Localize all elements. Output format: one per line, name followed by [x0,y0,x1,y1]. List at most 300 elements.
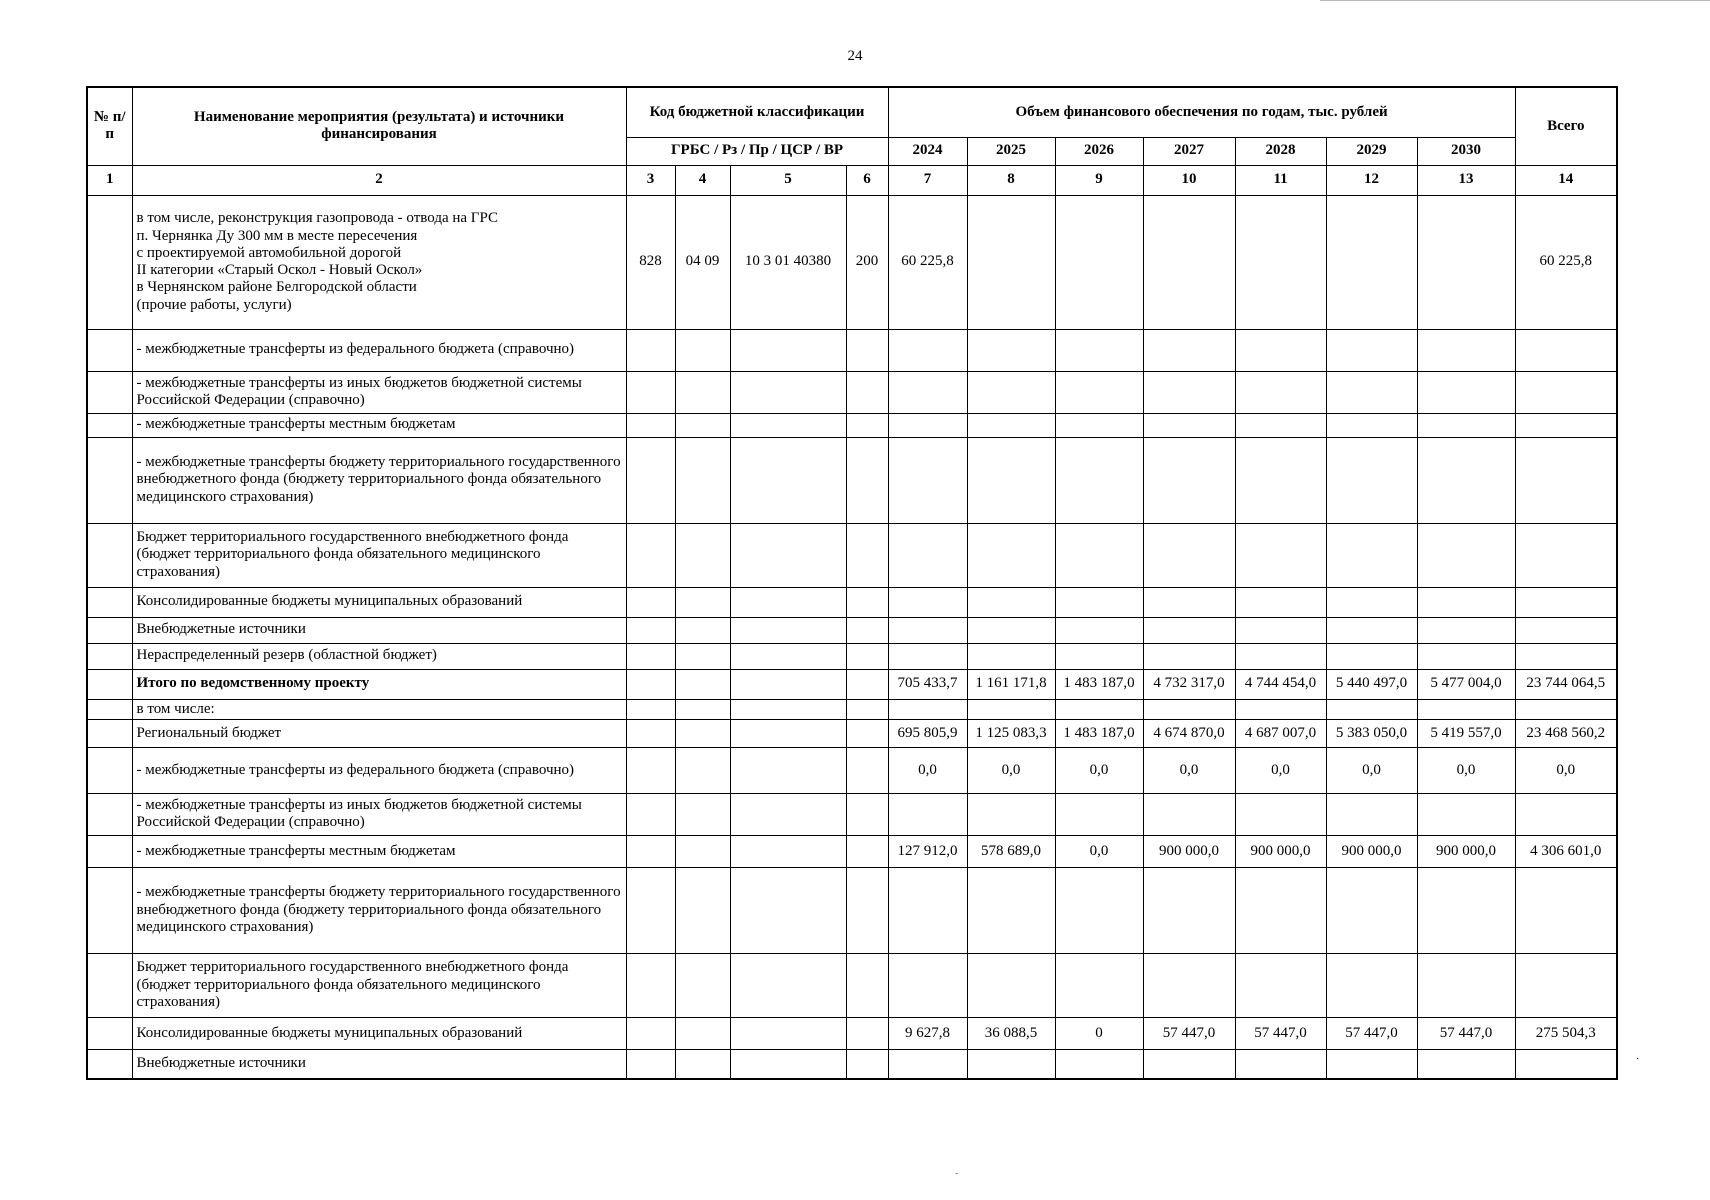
header-year: 2030 [1417,137,1515,165]
row-total: 60 225,8 [1515,195,1617,329]
vr-code [846,699,888,719]
table-row [87,329,1617,371]
table-row [87,523,1617,587]
value-2024 [888,617,967,643]
grbs-code [626,953,675,1017]
row-name: Внебюджетные источники [132,1049,626,1079]
value-2025: 0,0 [967,747,1055,793]
vr-code [846,669,888,699]
value-2030 [1417,617,1515,643]
row-number [87,1049,132,1079]
row-number [87,719,132,747]
value-2027 [1143,643,1235,669]
table-row [87,669,1617,699]
scan-mark: · [1636,1054,1640,1065]
header-year: 2028 [1235,137,1326,165]
value-2028 [1235,587,1326,617]
column-index: 12 [1326,165,1417,195]
grbs-code [626,1017,675,1049]
value-2029: 0,0 [1326,747,1417,793]
value-2027 [1143,587,1235,617]
value-2026: 0,0 [1055,747,1143,793]
value-2024: 9 627,8 [888,1017,967,1049]
csr-code [730,835,846,867]
rzpr-code [675,699,730,719]
grbs-code [626,523,675,587]
row-name: - межбюджетные трансферты из иных бюджетов бюджетной системы Российской Федерации (справочно) [132,793,626,835]
table-row [87,793,1617,835]
rzpr-code [675,719,730,747]
row-total: 23 468 560,2 [1515,719,1617,747]
rzpr-code [675,643,730,669]
vr-code [846,413,888,437]
table-row [87,719,1617,747]
value-2025 [967,437,1055,523]
row-total [1515,643,1617,669]
vr-code [846,793,888,835]
rzpr-code [675,329,730,371]
value-2028: 900 000,0 [1235,835,1326,867]
value-2027 [1143,329,1235,371]
value-2027 [1143,195,1235,329]
value-2025 [967,329,1055,371]
vr-code [846,437,888,523]
value-2026 [1055,953,1143,1017]
value-2025 [967,195,1055,329]
value-2024 [888,587,967,617]
table-row [87,413,1617,437]
value-2025 [967,793,1055,835]
value-2026 [1055,329,1143,371]
value-2024 [888,329,967,371]
row-name: - межбюджетные трансферты из иных бюджетов бюджетной системы Российской Федерации (справочно) [132,371,626,413]
value-2029 [1326,195,1417,329]
value-2024 [888,953,967,1017]
row-name: в том числе: [132,699,626,719]
row-name: Нераспределенный резерв (областной бюджет) [132,643,626,669]
rzpr-code [675,587,730,617]
value-2029 [1326,413,1417,437]
value-2030 [1417,793,1515,835]
column-index-row [87,165,1617,195]
vr-code [846,371,888,413]
value-2029 [1326,617,1417,643]
value-2030: 900 000,0 [1417,835,1515,867]
value-2030: 5 477 004,0 [1417,669,1515,699]
rzpr-code [675,523,730,587]
rzpr-code [675,953,730,1017]
value-2027: 0,0 [1143,747,1235,793]
csr-code [730,413,846,437]
column-index: 3 [626,165,675,195]
value-2027 [1143,523,1235,587]
csr-code [730,793,846,835]
value-2024 [888,643,967,669]
value-2029 [1326,793,1417,835]
value-2024 [888,793,967,835]
value-2024 [888,699,967,719]
grbs-code [626,747,675,793]
header-year: 2027 [1143,137,1235,165]
vr-code [846,867,888,953]
page-number: 24 [847,48,863,64]
value-2027 [1143,867,1235,953]
value-2026 [1055,867,1143,953]
row-total: 23 744 064,5 [1515,669,1617,699]
row-name: - межбюджетные трансферты бюджету территориального государственного внебюджетного фонда (бюджету территориального фонда обязательного медицинского страхования) [132,867,626,953]
row-number [87,413,132,437]
value-2027: 900 000,0 [1143,835,1235,867]
grbs-code [626,699,675,719]
header-code-sub: ГРБС / Рз / Пр / ЦСР / ВР [626,137,888,165]
table-row [87,699,1617,719]
row-total [1515,953,1617,1017]
value-2024: 0,0 [888,747,967,793]
value-2024: 705 433,7 [888,669,967,699]
row-number [87,329,132,371]
row-total [1515,329,1617,371]
rzpr-code [675,371,730,413]
value-2025: 36 088,5 [967,1017,1055,1049]
rzpr-code [675,437,730,523]
csr-code [730,617,846,643]
grbs-code [626,413,675,437]
value-2028 [1235,793,1326,835]
value-2028 [1235,617,1326,643]
rzpr-code [675,747,730,793]
row-number [87,669,132,699]
value-2028: 0,0 [1235,747,1326,793]
value-2026 [1055,195,1143,329]
value-2030 [1417,953,1515,1017]
value-2025 [967,867,1055,953]
csr-code [730,669,846,699]
value-2025 [967,643,1055,669]
value-2026 [1055,1049,1143,1079]
value-2028 [1235,329,1326,371]
column-index: 11 [1235,165,1326,195]
value-2028 [1235,699,1326,719]
table-row [87,1017,1617,1049]
value-2028 [1235,643,1326,669]
value-2029 [1326,867,1417,953]
value-2025: 1 161 171,8 [967,669,1055,699]
column-index: 1 [87,165,132,195]
vr-code [846,643,888,669]
value-2024 [888,371,967,413]
row-number [87,699,132,719]
table-row [87,835,1617,867]
row-total [1515,699,1617,719]
value-2028 [1235,1049,1326,1079]
header-code: Код бюджетной классификации [626,87,888,137]
value-2025 [967,699,1055,719]
value-2026: 1 483 187,0 [1055,669,1143,699]
financing-table [86,86,1618,1080]
column-index: 9 [1055,165,1143,195]
value-2024: 60 225,8 [888,195,967,329]
row-total [1515,371,1617,413]
row-total [1515,523,1617,587]
row-number [87,747,132,793]
value-2030: 57 447,0 [1417,1017,1515,1049]
rzpr-code: 04 09 [675,195,730,329]
row-name: - межбюджетные трансферты бюджету территориального государственного внебюджетного фонда (бюджету территориального фонда обязательного медицинского страхования) [132,437,626,523]
value-2029 [1326,523,1417,587]
value-2024 [888,413,967,437]
column-index: 6 [846,165,888,195]
value-2030 [1417,413,1515,437]
value-2026 [1055,793,1143,835]
grbs-code [626,437,675,523]
row-number [87,587,132,617]
row-name: Итого по ведомственному проекту [132,669,626,699]
column-index: 8 [967,165,1055,195]
csr-code: 10 3 01 40380 [730,195,846,329]
grbs-code [626,643,675,669]
vr-code [846,523,888,587]
value-2030 [1417,699,1515,719]
value-2028 [1235,953,1326,1017]
value-2030 [1417,523,1515,587]
rzpr-code [675,793,730,835]
grbs-code [626,719,675,747]
value-2029: 5 383 050,0 [1326,719,1417,747]
grbs-code [626,835,675,867]
rzpr-code [675,1017,730,1049]
row-total: 0,0 [1515,747,1617,793]
row-name: - межбюджетные трансферты местным бюджетам [132,835,626,867]
header-year: 2025 [967,137,1055,165]
value-2028 [1235,195,1326,329]
header-total: Всего [1515,87,1617,165]
value-2024 [888,437,967,523]
value-2030 [1417,1049,1515,1079]
vr-code [846,719,888,747]
grbs-code [626,793,675,835]
value-2026 [1055,437,1143,523]
value-2025 [967,523,1055,587]
rzpr-code [675,867,730,953]
value-2027 [1143,371,1235,413]
csr-code [730,437,846,523]
csr-code [730,587,846,617]
value-2028: 4 687 007,0 [1235,719,1326,747]
value-2026 [1055,371,1143,413]
value-2030 [1417,867,1515,953]
value-2026: 0,0 [1055,835,1143,867]
value-2030 [1417,371,1515,413]
value-2025 [967,587,1055,617]
top-edge-rule [1320,0,1710,3]
row-number [87,195,132,329]
row-name: - межбюджетные трансферты из федерального бюджета (справочно) [132,329,626,371]
grbs-code: 828 [626,195,675,329]
value-2025 [967,953,1055,1017]
csr-code [730,1017,846,1049]
value-2026 [1055,587,1143,617]
value-2026 [1055,617,1143,643]
row-name: в том числе, реконструкция газопровода - отвода на ГРС п. Чернянка Ду 300 мм в месте пересечения с проектируемой автомобильной дорогой II категории «Старый Оскол - Новый Оскол» в Чернянском районе Белгородской области (прочие работы, услуги) [132,195,626,329]
value-2024 [888,867,967,953]
row-name: Бюджет территориального государственного внебюджетного фонда (бюджет территориального фонда обязательного медицинского страхования) [132,953,626,1017]
value-2027 [1143,1049,1235,1079]
value-2029 [1326,643,1417,669]
value-2027: 4 674 870,0 [1143,719,1235,747]
value-2028 [1235,437,1326,523]
vr-code [846,329,888,371]
value-2030 [1417,587,1515,617]
row-name: Внебюджетные источники [132,617,626,643]
row-name: - межбюджетные трансферты из федерального бюджета (справочно) [132,747,626,793]
value-2026 [1055,523,1143,587]
row-total [1515,617,1617,643]
value-2027: 4 732 317,0 [1143,669,1235,699]
value-2027: 57 447,0 [1143,1017,1235,1049]
value-2028: 4 744 454,0 [1235,669,1326,699]
table-row [87,953,1617,1017]
table-row [87,195,1617,329]
column-index: 13 [1417,165,1515,195]
table-header [87,87,1617,195]
row-total [1515,587,1617,617]
header-name: Наименование мероприятия (результата) и источники финансирования [132,87,626,165]
csr-code [730,747,846,793]
csr-code [730,643,846,669]
value-2026 [1055,413,1143,437]
row-total [1515,437,1617,523]
value-2030: 5 419 557,0 [1417,719,1515,747]
grbs-code [626,587,675,617]
value-2027 [1143,793,1235,835]
vr-code [846,1049,888,1079]
table-row [87,371,1617,413]
column-index: 4 [675,165,730,195]
table-row [87,617,1617,643]
value-2024 [888,523,967,587]
grbs-code [626,617,675,643]
vr-code [846,1017,888,1049]
grbs-code [626,1049,675,1079]
value-2029 [1326,329,1417,371]
row-name: Бюджет территориального государственного внебюджетного фонда (бюджет территориального фонда обязательного медицинского страхования) [132,523,626,587]
value-2029 [1326,437,1417,523]
value-2029 [1326,699,1417,719]
value-2029: 57 447,0 [1326,1017,1417,1049]
grbs-code [626,867,675,953]
row-total [1515,1049,1617,1079]
value-2027 [1143,617,1235,643]
table-body [87,195,1617,1079]
value-2029 [1326,371,1417,413]
csr-code [730,329,846,371]
rzpr-code [675,669,730,699]
value-2029 [1326,587,1417,617]
csr-code [730,523,846,587]
rzpr-code [675,835,730,867]
value-2027 [1143,953,1235,1017]
row-name: Консолидированные бюджеты муниципальных образований [132,1017,626,1049]
value-2025 [967,1049,1055,1079]
column-index: 7 [888,165,967,195]
value-2028: 57 447,0 [1235,1017,1326,1049]
grbs-code [626,371,675,413]
value-2025: 578 689,0 [967,835,1055,867]
row-number [87,953,132,1017]
value-2029 [1326,953,1417,1017]
value-2024: 695 805,9 [888,719,967,747]
csr-code [730,1049,846,1079]
value-2028 [1235,371,1326,413]
csr-code [730,867,846,953]
value-2025 [967,617,1055,643]
rzpr-code [675,617,730,643]
row-total [1515,867,1617,953]
column-index: 10 [1143,165,1235,195]
row-total [1515,793,1617,835]
row-number [87,867,132,953]
value-2028 [1235,867,1326,953]
column-index: 14 [1515,165,1617,195]
value-2026: 0 [1055,1017,1143,1049]
column-index: 2 [132,165,626,195]
row-name: - межбюджетные трансферты местным бюджетам [132,413,626,437]
scan-mark: - [955,1168,959,1179]
row-total: 275 504,3 [1515,1017,1617,1049]
table-row [87,747,1617,793]
csr-code [730,371,846,413]
vr-code [846,617,888,643]
value-2025 [967,371,1055,413]
csr-code [730,719,846,747]
header-year: 2026 [1055,137,1143,165]
header-year: 2024 [888,137,967,165]
vr-code [846,587,888,617]
value-2024: 127 912,0 [888,835,967,867]
value-2024 [888,1049,967,1079]
header-num: № п/п [87,87,132,165]
value-2027 [1143,699,1235,719]
row-total [1515,413,1617,437]
row-number [87,523,132,587]
value-2030: 0,0 [1417,747,1515,793]
grbs-code [626,329,675,371]
value-2029 [1326,1049,1417,1079]
table-row [87,437,1617,523]
row-number [87,835,132,867]
vr-code [846,747,888,793]
value-2026: 1 483 187,0 [1055,719,1143,747]
value-2027 [1143,437,1235,523]
table-row [87,1049,1617,1079]
header-volume: Объем финансового обеспечения по годам, тыс. рублей [888,87,1515,137]
table-row [87,643,1617,669]
row-number [87,643,132,669]
value-2030 [1417,329,1515,371]
value-2030 [1417,643,1515,669]
row-number [87,1017,132,1049]
value-2029: 900 000,0 [1326,835,1417,867]
row-name: Региональный бюджет [132,719,626,747]
value-2027 [1143,413,1235,437]
table-row [87,587,1617,617]
row-number [87,437,132,523]
value-2030 [1417,195,1515,329]
value-2028 [1235,413,1326,437]
column-index: 5 [730,165,846,195]
row-number [87,617,132,643]
value-2028 [1235,523,1326,587]
